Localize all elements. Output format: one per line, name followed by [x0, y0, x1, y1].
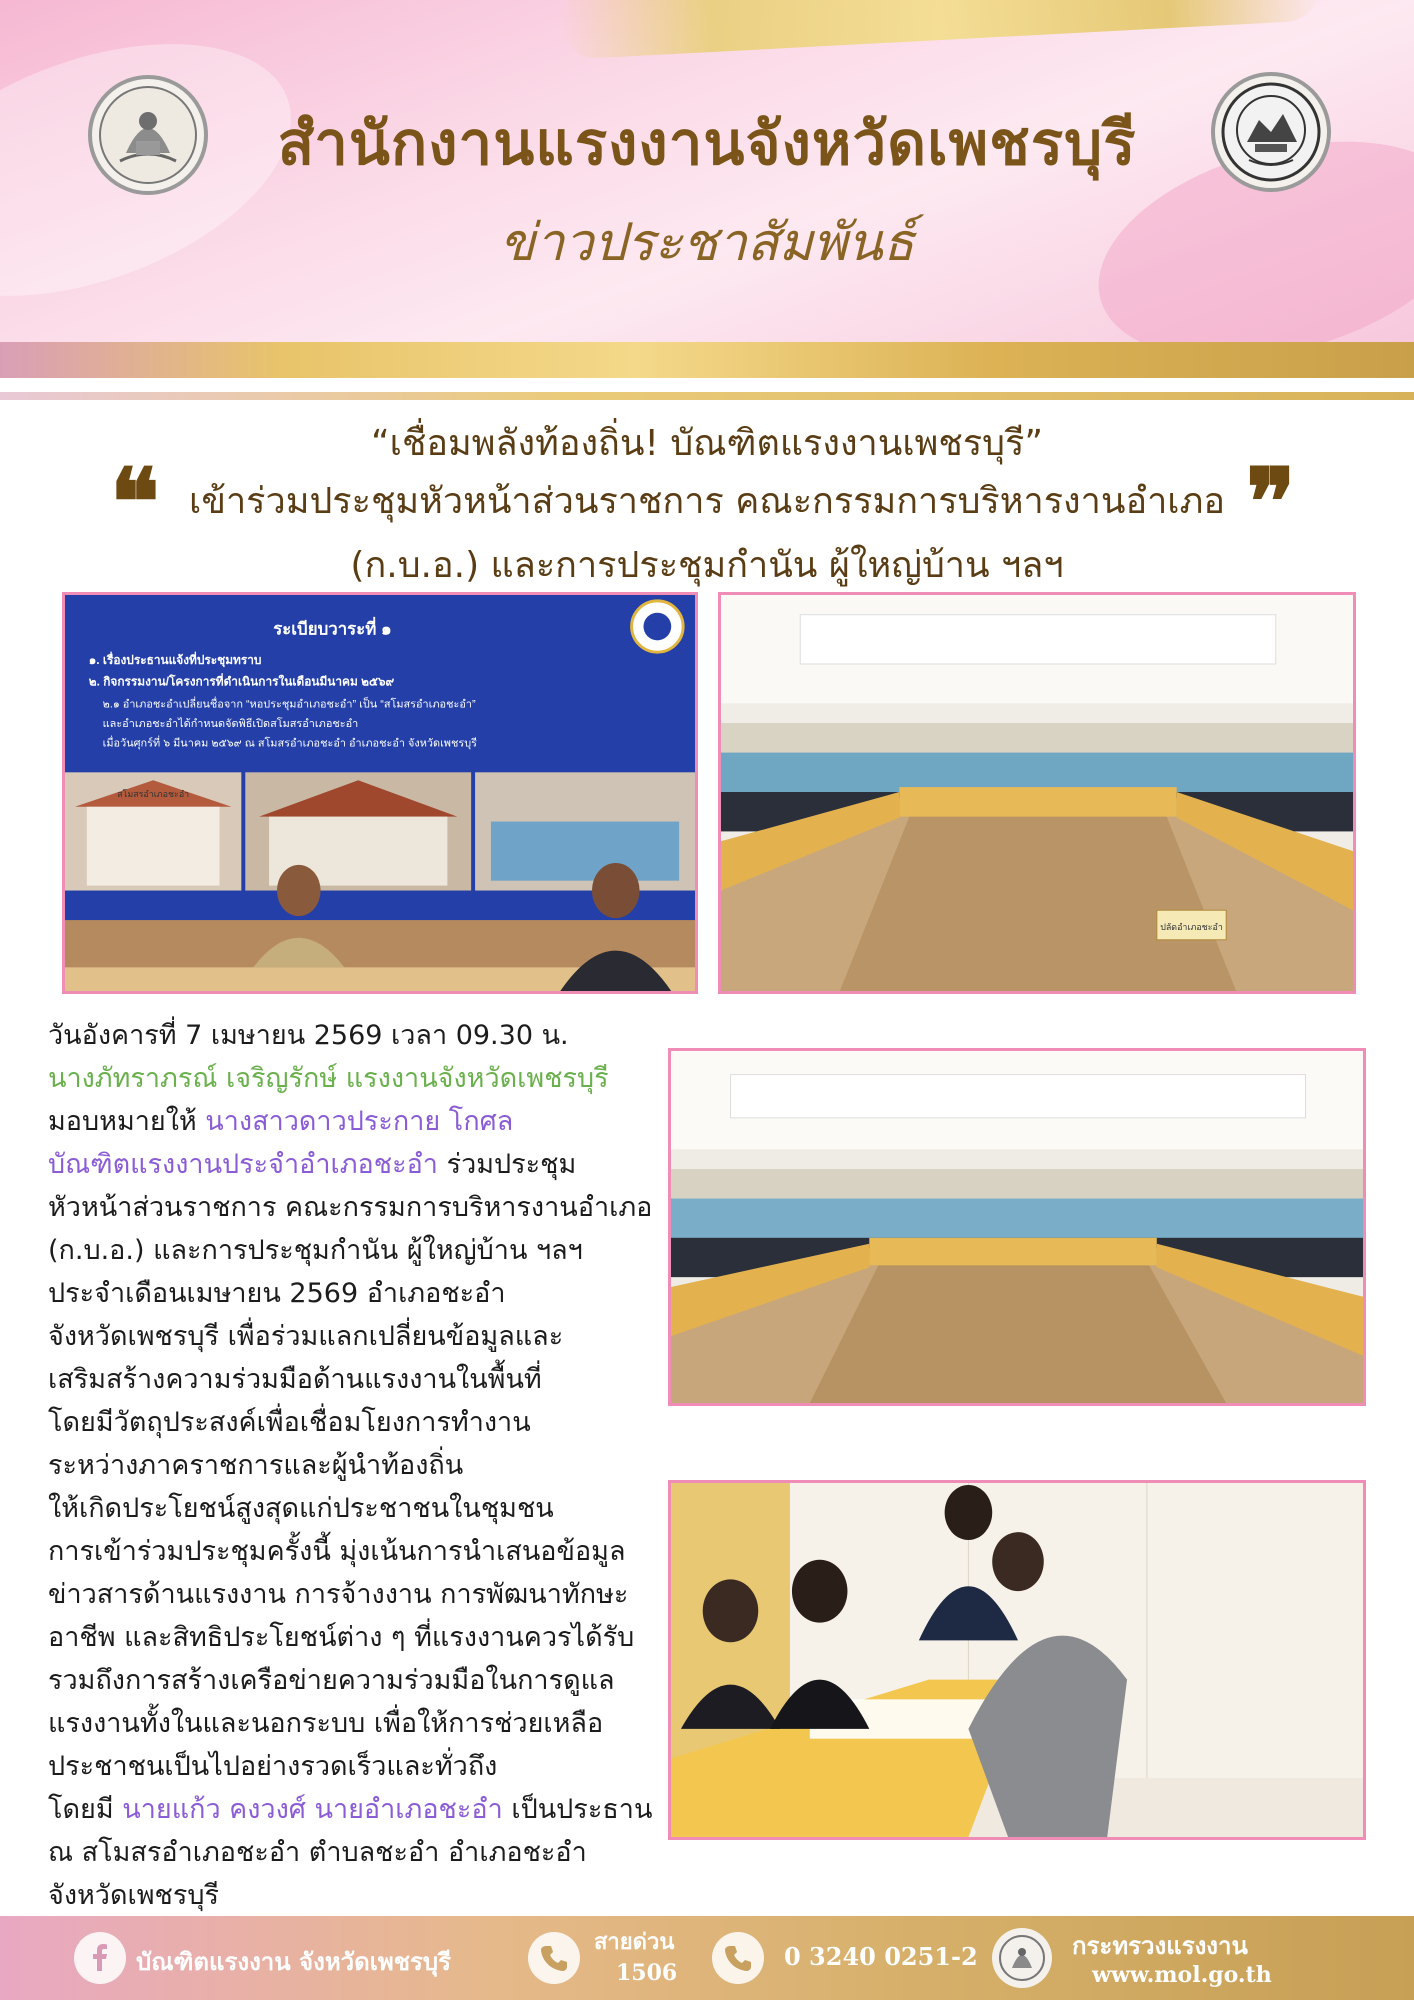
article-line: แรงงานทั้งในและนอกระบบ เพื่อให้การช่วยเหลือ: [48, 1708, 604, 1739]
facebook-page-label[interactable]: บัณฑิตแรงงาน จังหวัดเพชรบุรี: [136, 1947, 452, 1976]
headline-line-3: (ก.บ.อ.) และการประชุมกำนัน ผู้ใหญ่บ้าน ฯลฯ: [350, 545, 1064, 586]
slide-item-2-1: ๒.๑ อำเภอชะอำเปลี่ยนชื่อจาก “หอประชุมอำเภอชะอำ” เป็น “สโมสรอำเภอชะอำ”: [102, 698, 476, 711]
office-phone-number[interactable]: 0 3240 0251-2: [784, 1942, 978, 1971]
gold-divider: [0, 392, 1414, 400]
slide-item-2: ๒. กิจกรรมงาน/โครงการที่ดำเนินการในเดือนมีนาคม ๒๕๖๙: [88, 674, 395, 689]
article-line: ณ สโมสรอำเภอชะอำ ตำบลชะอำ อำเภอชะอำ: [48, 1837, 587, 1868]
ministry-name: กระทรวงแรงงาน: [1072, 1931, 1248, 1960]
phone-icon: [528, 1932, 580, 1984]
headline-line-2: เข้าร่วมประชุมหัวหน้าส่วนราชการ คณะกรรมการบริหารงานอำเภอ: [189, 481, 1225, 522]
ministry-website-link[interactable]: www.mol.go.th: [1092, 1962, 1272, 1988]
building-sign: สโมสรอำเภอชะอำ: [117, 788, 190, 799]
labour-graduate-name: นางสาวดาวประกาย โกศล: [205, 1106, 514, 1137]
article-line: ระหว่างภาคราชการและผู้นำท้องถิ่น: [48, 1450, 464, 1481]
slide-item-1: ๑. เรื่องประธานแจ้งที่ประชุมทราบ: [88, 652, 262, 667]
slide-item-2-2: และอำเภอชะอำได้กำหนดจัดพิธีเปิดสโมสรอำเภอชะอำ: [102, 718, 359, 730]
organization-title: สำนักงานแรงงานจังหวัดเพชรบุรี: [277, 109, 1137, 179]
article-line: โดยมีวัตถุประสงค์เพื่อเชื่อมโยงการทำงาน: [48, 1407, 531, 1438]
hotline-number[interactable]: 1506: [616, 1960, 678, 1986]
article-line: เสริมสร้างความร่วมมือด้านแรงงานในพื้นที่: [48, 1364, 542, 1395]
provincial-labour-officer-name: นางภัทราภรณ์ เจริญรักษ์ แรงงานจังหวัดเพชรบุรี: [48, 1063, 609, 1094]
article-line: โดยมี นายแก้ว คงวงศ์ นายอำเภอชะอำ เป็นประธาน: [48, 1794, 653, 1825]
article-line: จังหวัดเพชรบุรี เพื่อร่วมแลกเปลี่ยนข้อมูลและ: [48, 1321, 564, 1352]
article-line: ประจำเดือนเมษายน 2569 อำเภอชะอำ: [48, 1278, 506, 1309]
article-line: ประชาชนเป็นไปอย่างรวดเร็วและทั่วถึง: [48, 1751, 498, 1782]
registration-desk-photo: [668, 1480, 1366, 1840]
news-subtitle: ข่าวประชาสัมพันธ์: [499, 213, 915, 273]
headline-line-1: “เชื่อมพลังท้องถิ่น! บัณฑิตแรงงานเพชรบุรี”: [371, 423, 1043, 464]
article-line: หัวหน้าส่วนราชการ คณะกรรมการบริหารงานอำเภอ: [48, 1192, 653, 1223]
meeting-attendees-photo: [668, 1048, 1366, 1406]
gold-band: [0, 342, 1414, 378]
article-line: การเข้าร่วมประชุมครั้งนี้ มุ่งเน้นการนำเสนอข้อมูล: [48, 1536, 626, 1567]
gold-glitter-decoration: [559, 0, 1322, 60]
meeting-room-photo: [718, 592, 1356, 994]
slide-item-2-3: เมื่อวันศุกร์ที่ ๖ มีนาคม ๒๕๖๙ ณ สโมสรอำเภอชะอำ อำเภอชะอำ จังหวัดเพชรบุรี: [102, 737, 477, 750]
article-body: [48, 1014, 653, 1917]
facebook-icon[interactable]: [74, 1932, 126, 1984]
close-quote-icon: ❞: [1246, 448, 1296, 556]
article-line: อาชีพ และสิทธิประโยชน์ต่าง ๆ ที่แรงงานควรได้รับ: [48, 1622, 635, 1653]
article-line: ข่าวสารด้านแรงงาน การจ้างงาน การพัฒนาทักษะ: [48, 1579, 629, 1610]
article-line: (ก.บ.อ.) และการประชุมกำนัน ผู้ใหญ่บ้าน ฯลฯ: [48, 1235, 583, 1266]
district-chief-name: นายแก้ว คงวงศ์ นายอำเภอชะอำ: [122, 1794, 503, 1825]
hotline-label: สายด่วน: [594, 1929, 675, 1955]
ministry-emblem-icon: [992, 1928, 1052, 1988]
open-quote-icon: ❝: [110, 448, 160, 556]
phone-icon: [712, 1932, 764, 1984]
article-line: รวมถึงการสร้างเครือข่ายความร่วมมือในการดูแล: [48, 1665, 615, 1696]
name-plate-sign: ปลัดอำเภอชะอำ: [1160, 921, 1223, 932]
article-line: วันอังคารที่ 7 เมษายน 2569 เวลา 09.30 น.: [48, 1020, 569, 1051]
article-line: มอบหมายให้ นางสาวดาวประกาย โกศล: [48, 1106, 514, 1137]
meeting-slide-photo: [62, 592, 698, 994]
article-line: จังหวัดเพชรบุรี: [48, 1880, 219, 1911]
slide-title: ระเบียบวาระที่ ๑: [273, 619, 392, 639]
article-line: บัณฑิตแรงงานประจำอำเภอชะอำ ร่วมประชุม: [48, 1149, 577, 1180]
footer-bar: [0, 1916, 1414, 2000]
labour-graduate-title: บัณฑิตแรงงานประจำอำเภอชะอำ: [48, 1149, 438, 1180]
article-line: ให้เกิดประโยชน์สูงสุดแก่ประชาชนในชุมชน: [48, 1493, 554, 1524]
